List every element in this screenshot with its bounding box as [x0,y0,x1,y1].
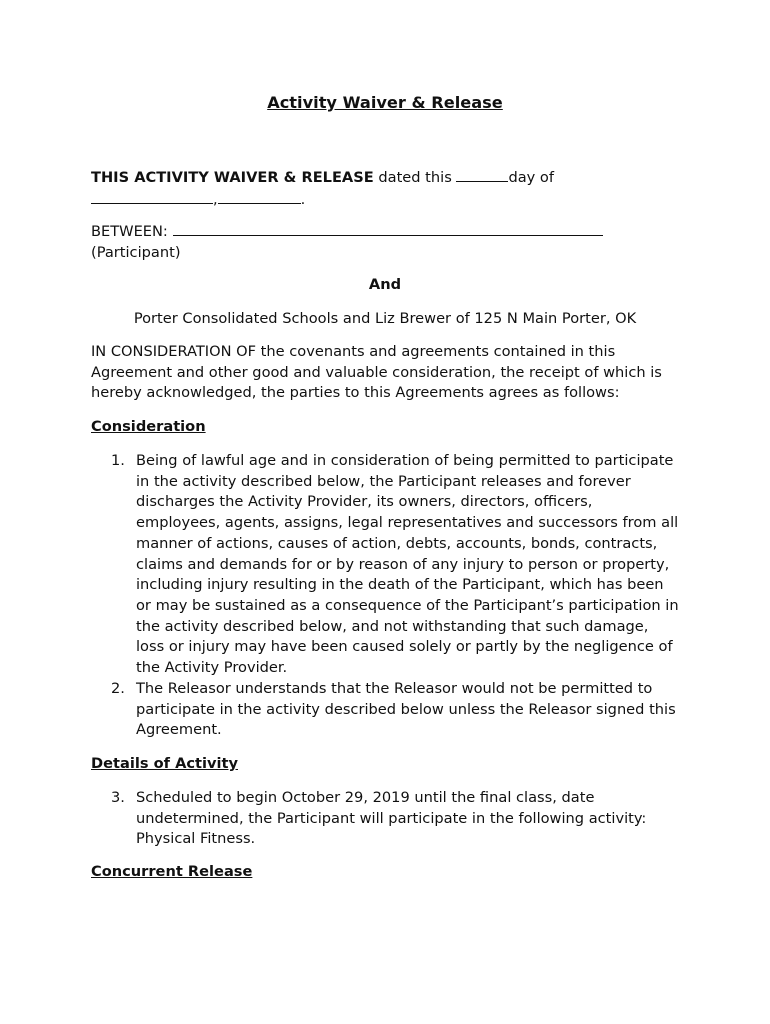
month-blank[interactable] [91,189,213,204]
intro-paragraph [91,167,691,210]
intro-comma: , [213,190,218,208]
intro-day-of: day of [508,169,555,186]
between-block [91,221,691,263]
participant-label: (Participant) [91,243,181,261]
and-label: And [368,276,402,293]
intro-period: . [300,190,306,208]
intro-bold-lead: THIS ACTIVITY WAIVER & RELEASE [91,169,374,186]
intro-dated-text: dated this [378,169,452,186]
list-item [111,788,681,850]
consideration-paragraph: IN CONSIDERATION OF the covenants and agreements contained in this Agreement and other good and valuable consideration, the receipt of which is hereby acknowledged, the parties to this Agreements agrees as follows: [91,343,662,402]
list-item-number: 1. [111,452,125,469]
list-item [111,679,681,741]
document-title: Activity Waiver & Release [267,93,503,112]
list-item-text: Scheduled to begin October 29, 2019 until the final class, date undetermined, the Participant will participate in the following activity: Physical Fitness. [136,789,647,848]
between-label: BETWEEN: [91,223,168,240]
consideration-heading: Consideration [91,418,206,435]
provider-line: Porter Consolidated Schools and Liz Brewer of 125 N Main Porter, OK [133,310,637,327]
year-blank[interactable] [218,189,301,204]
concurrent-release-heading: Concurrent Release [91,863,253,880]
details-heading: Details of Activity [91,755,238,772]
list-item-text: Being of lawful age and in consideration of being permitted to participate in the activity described below, the Participant releases and forever discharges the Activity Provider, its owners, directors, officers, employees, agents, assigns, legal representatives and successors from all manner of actions, causes of action, debts, accounts, bonds, contracts, claims and demands for or by reason of any injury to person or property, including injury resulting in the death of the Participant, which has been or may be sustained as a consequence of the Participant’s participation in the activity described below, and not withstanding that such damage, loss or injury may have been caused solely or partly by the negligence of the Activity Provider. [136,452,679,677]
participant-name-blank[interactable] [173,221,603,236]
list-item-number: 3. [111,789,125,806]
day-blank[interactable] [456,167,508,182]
list-item-number: 2. [111,680,125,697]
list-item [111,451,681,679]
list-item-text: The Releasor understands that the Releasor would not be permitted to participate in the activity described below unless the Releasor signed this Agreement. [136,680,676,739]
